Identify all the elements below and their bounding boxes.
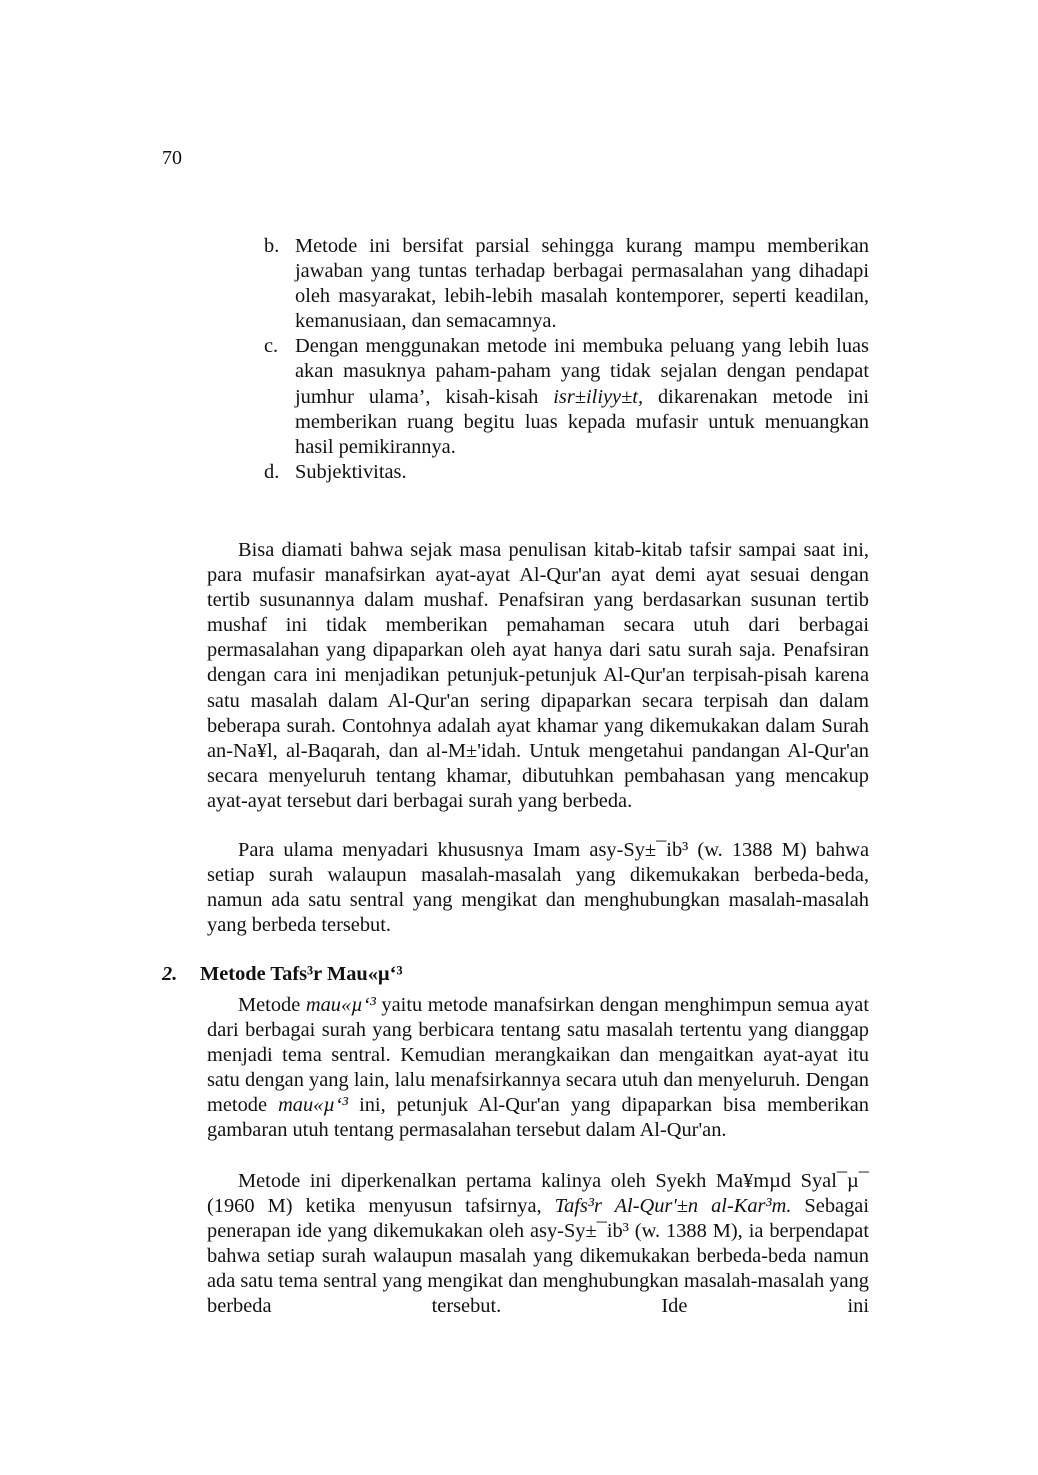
text-segment: ini, petunjuk Al-Qur'an yang dipaparkan bisa memberikan gambaran utuh tentang permasalahan tersebut dalam Al-Qur'an. [207,1094,869,1142]
paragraph-3 [207,993,869,1144]
list-marker: b. [264,235,280,257]
text-segment: Metode [238,994,306,1016]
paragraph-text [207,993,869,1144]
text-segment: Metode ini diperkenalkan pertama kalinya oleh Syekh Ma¥mµd Syal¯µ¯ (1960 M) ketika menyusun tafsirnya, [207,1170,869,1218]
page-number: 70 [162,147,182,169]
paragraph-text: Bisa diamati bahwa sejak masa penulisan kitab-kitab tafsir sampai saat ini, para mufasir manafsirkan ayat-ayat Al-Qur'an ayat demi ayat sesuai dengan tertib susunannya dalam mushaf. Penafsiran yang berdasarkan susunan tertib mushaf ini tidak memberikan pemahaman secara utuh dari berbagai permasalahan yang dipaparkan oleh ayat hanya dari satu surah saja. Penafsiran dengan cara ini menjadikan petunjuk-petunjuk Al-Qur'an terpisah-pisah karena satu masalah dalam Al-Qur'an sering dipaparkan secara terpisah dan dalam beberapa surah. Contohnya adalah ayat khamar yang dikemukakan dalam Surah an-Na¥l, al-Baqarah, dan al-M±'idah. Untuk mengetahui pandangan Al-Qur'an secara menyeluruh tentang khamar, dibutuhkan pembahasan yang mencakup ayat-ayat tersebut dari berbagai surah yang berbeda. [207,539,869,812]
paragraph-1 [207,538,869,814]
list-marker: d. [264,460,280,483]
text-segment: yaitu metode manafsirkan dengan menghimpun semua ayat dari berbagai surah yang berbicara tentang satu masalah tertentu yang dianggap menjadi tema sentral. Kemudian merangkaikan dan mengaitkan ayat-ayat itu satu dengan yang lain, lalu menafsirkannya secara utuh dan menyeluruh. Dengan metode [207,994,870,1117]
paragraph-2 [207,838,869,938]
text-segment: Dengan menggunakan metode ini membuka peluang yang lebih luas akan masuknya paham-paham yang tidak sejalan dengan pendapat jumhur ulama’, kisah-kisah [295,335,869,408]
text-segment: Sebagai penerapan ide yang dikemukakan oleh asy-Sy±¯ib³ (w. 1388 M), ia berpendapat bahwa setiap surah walaupun masalah yang dikemukakan berbeda-beda namun ada satu tema sentral yang mengikat dan menghubungkan masalah-masalah yang berbeda tersebut. Ide ini [207,1195,869,1318]
list-item-b [264,234,869,334]
paragraph-4 [207,1169,869,1320]
list-item-text: Subjektivitas. [295,460,407,483]
list-item-c [264,334,869,459]
list-item-d [264,460,869,485]
paragraph-text: Para ulama menyadari khususnya Imam asy-Sy±¯ib³ (w. 1388 M) bahwa setiap surah walaupun masalah-masalah yang dikemukakan berbeda-beda, namun ada satu sentral yang mengikat dan menghubungkan masalah-masalah yang berbeda tersebut. [207,839,869,937]
text-segment: dikarenakan metode ini memberikan ruang begitu luas kepada mufasir untuk menuangkan hasil pemikirannya. [295,385,869,458]
paragraph-text [207,1169,869,1320]
list-item-text [295,334,869,459]
italic-term: mau«µ‘³ [305,994,376,1016]
list-marker: c. [264,335,279,358]
weakness-list [264,234,869,485]
section-heading [162,962,403,987]
italic-term: mau«µ‘³ [278,1094,349,1117]
section-number: 2. [162,963,178,985]
italic-title: Tafs³r Al-Qur'±n al-Kar³m. [554,1195,792,1218]
section-title: Metode Tafs³r Mau«µ‘³ [200,963,403,985]
italic-term: isr±iliyy±t, [553,385,644,408]
list-item-text: Metode ini bersifat parsial sehingga kurang mampu memberikan jawaban yang tuntas terhadap berbagai permasalahan yang dihadapi oleh masyarakat, lebih-lebih masalah kontemporer, seperti keadilan, kemanusiaan, dan semacamnya. [295,235,869,333]
